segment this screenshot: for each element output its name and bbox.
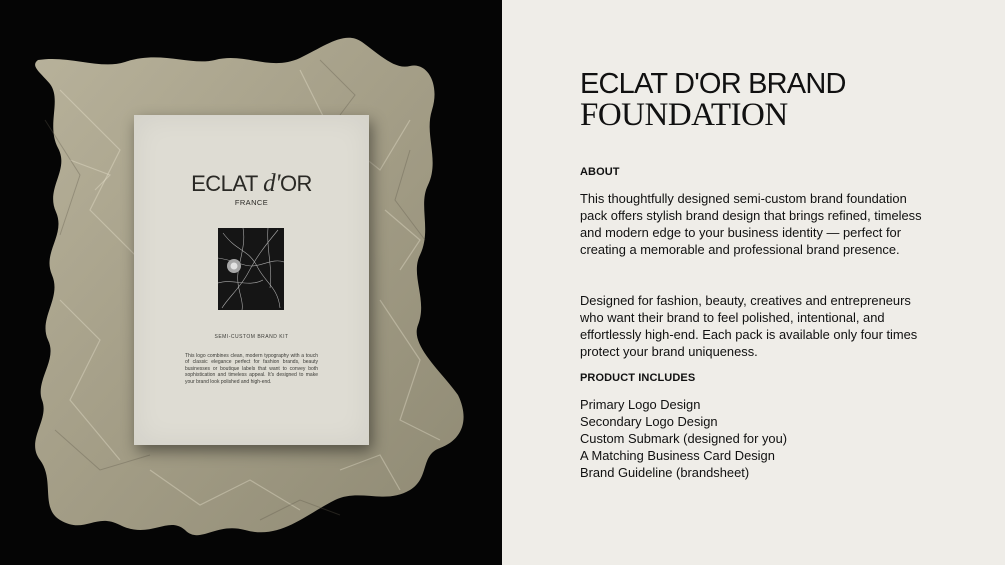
includes-list (580, 396, 787, 481)
product-title: ECLAT D'OR BRAND (580, 68, 846, 100)
brand-kit-card (134, 115, 369, 445)
includes-item: Brand Guideline (brandsheet) (580, 465, 750, 480)
card-logo: ECLAT d'OR (191, 170, 312, 197)
includes-item: Secondary Logo Design (580, 414, 718, 429)
includes-item: A Matching Business Card Design (580, 448, 775, 463)
includes-heading: PRODUCT INCLUDES (580, 372, 696, 384)
card-kit-label: SEMI-CUSTOM BRAND KIT (214, 334, 289, 340)
card-description: This logo combines clean, modern typography with a touch of classic elegance perfect for fashion brands, beauty businesses or boutique labels that want to convey both sophistication and timeless appeal. It's designed to make your brand look polished and high-end. (185, 353, 318, 385)
card-photo (218, 228, 284, 310)
about-heading: ABOUT (580, 166, 620, 178)
includes-item: Custom Submark (designed for you) (580, 431, 788, 446)
about-paragraph-1: This thoughtfully designed semi-custom brand foundation pack offers stylish brand design that brings refined, timeless and modern edge to your business identity — perfect for creating a memorable and professional brand presence. (580, 191, 922, 257)
product-title-second-line: FOUNDATION (580, 97, 788, 133)
card-location: FRANCE (234, 198, 269, 207)
product-info-panel (502, 0, 1005, 565)
includes-item: Primary Logo Design (580, 397, 701, 412)
product-mockup-panel (0, 0, 502, 565)
about-paragraph-2: Designed for fashion, beauty, creatives and entrepreneurs who want their brand to feel polished, intentional, and effortlessly high-end. Each pack is available only four times protect your brand uniqueness. (580, 293, 918, 359)
